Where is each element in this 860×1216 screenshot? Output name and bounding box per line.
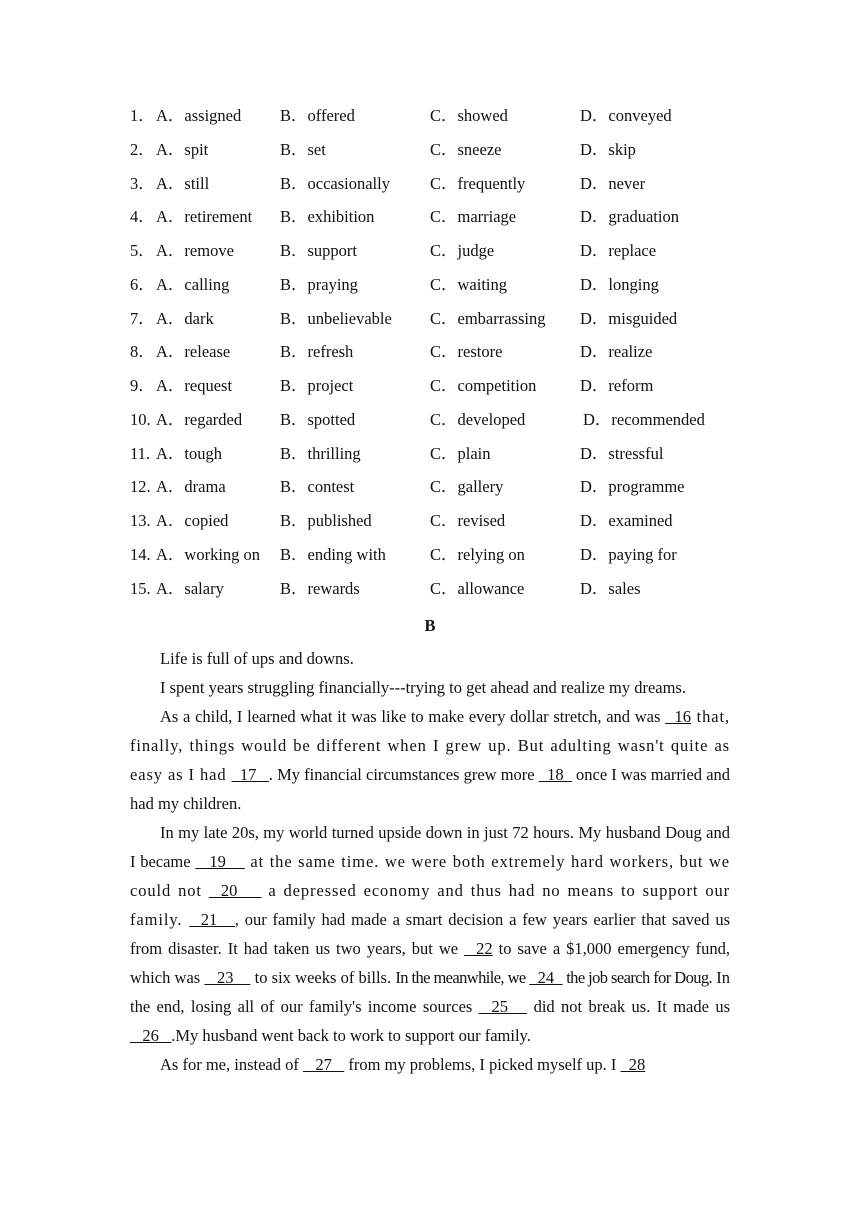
passage-text: , our family had made a smart decision a few years earlier that saved us from disaster. It had taken us two years, but we (130, 910, 731, 958)
passage-text: In the meanwhile, we (395, 968, 530, 987)
question-number: 12. (130, 477, 151, 497)
answer-options (130, 104, 750, 610)
blank-18: 18 (538, 765, 572, 784)
option-a: A．salary (156, 578, 224, 598)
question-number: 6． (130, 274, 155, 294)
question-number: 2． (130, 139, 155, 159)
option-b: B．refresh (280, 342, 354, 362)
blank-26: 26 (130, 1026, 172, 1045)
option-b: B．occasionally (280, 173, 390, 193)
passage-text: As for me, instead of (160, 1055, 303, 1074)
passage-text: at the same time. we were both extremely hard workers, but we could not (130, 852, 731, 900)
option-c: C．revised (430, 511, 506, 530)
blank-20: 20 (208, 881, 262, 900)
option-c: C．restore (430, 342, 503, 362)
question-number: 9． (130, 376, 155, 395)
option-a: A．copied (156, 511, 229, 530)
option-a: A．retirement (156, 207, 253, 227)
option-a: A．working on (156, 544, 261, 564)
option-c: C．relying on (430, 544, 525, 564)
question-number: 3． (130, 173, 155, 193)
blank-28: 28 (620, 1055, 646, 1074)
passage-text: once I was married and had my children. (130, 765, 731, 813)
option-d: D．sales (580, 578, 641, 598)
question-number: 14. (130, 544, 151, 564)
option-c: C．embarrassing (430, 308, 546, 328)
option-d: D．paying for (580, 544, 677, 564)
passage-text: to six weeks of bills. (250, 968, 396, 987)
option-c: C．gallery (430, 477, 504, 497)
paragraph-5 (130, 1050, 730, 1079)
option-d: D．stressful (580, 443, 664, 463)
paragraph-3 (130, 702, 730, 818)
option-a: A．request (156, 376, 233, 395)
passage-text: that, finally, things would be different when I grew up. But adulting wasn't quite as easy as I had (130, 707, 730, 784)
option-a: A．tough (156, 443, 222, 463)
question-11-options (130, 442, 750, 476)
option-c: C．frequently (430, 173, 526, 193)
option-b: B．published (280, 511, 372, 530)
question-8-options (130, 340, 750, 374)
passage-text: did not break us. It made us (527, 997, 730, 1016)
question-number: 13. (130, 511, 151, 530)
option-d: D．misguided (580, 308, 678, 328)
question-10-options (130, 408, 750, 442)
option-d: D．graduation (580, 207, 679, 227)
blank-25: 25 (478, 997, 528, 1016)
option-b: B．project (280, 376, 354, 395)
blank-23: 23 (204, 968, 251, 987)
question-7-options (130, 307, 750, 341)
option-d: D．replace (580, 241, 657, 260)
reading-passage (130, 644, 730, 1079)
passage-text: . My financial circumstances grew more (268, 765, 539, 784)
option-a: A．calling (156, 274, 230, 294)
paragraph-4 (130, 818, 730, 1050)
option-a: A．release (156, 342, 231, 362)
option-b: B．rewards (280, 578, 360, 598)
option-d: D．programme (580, 477, 685, 497)
question-1-options (130, 104, 750, 138)
passage-text: from my problems, I picked myself up. I (344, 1055, 621, 1074)
option-a: A．remove (156, 241, 234, 260)
passage-text: As a child, I learned what it was like to make every dollar stretch, and was (160, 707, 666, 726)
option-b: B．spotted (280, 409, 356, 429)
option-c: C．plain (430, 443, 491, 463)
passage-text: In the end, losing all of our family's income sources (130, 968, 731, 1016)
blank-19: 19 (195, 852, 245, 871)
option-d: D．never (580, 173, 646, 193)
option-d: D．conveyed (580, 106, 672, 125)
option-a: A．drama (156, 477, 226, 497)
passage-text: to save a $1,000 emergency fund, which was (130, 939, 731, 987)
option-a: A．still (156, 173, 210, 193)
question-3-options (130, 172, 750, 206)
option-d: D．recommended (583, 409, 705, 429)
passage-text: In my late 20s, my world turned upside down in just 72 hours. My husband Doug and I became (130, 823, 730, 871)
question-5-options (130, 239, 750, 273)
question-number: 1． (130, 106, 155, 125)
question-14-options (130, 543, 750, 577)
option-d: D．skip (580, 139, 636, 159)
passage-text: the job search for Doug. (562, 968, 713, 987)
blank-22: 22 (464, 939, 493, 958)
option-a: A．assigned (156, 106, 242, 125)
paragraph-2: I spent years struggling financially---trying to get ahead and realize my dreams. (160, 678, 686, 697)
passage-text: a depressed economy and thus had no means to support our family. (130, 881, 731, 929)
option-d: D．longing (580, 274, 659, 294)
question-number: 7． (130, 308, 155, 328)
question-9-options (130, 374, 750, 408)
question-number: 10. (130, 409, 151, 429)
question-number: 8． (130, 342, 155, 362)
blank-16: 16 (665, 707, 692, 726)
blank-27: 27 (302, 1055, 345, 1074)
blank-17: 17 (231, 765, 269, 784)
section-heading: B (424, 616, 436, 635)
option-b: B．thrilling (280, 443, 361, 463)
question-number: 4． (130, 207, 155, 227)
question-13-options (130, 509, 750, 543)
option-b: B．praying (280, 274, 358, 294)
question-6-options (130, 273, 750, 307)
option-d: D．reform (580, 376, 654, 395)
option-b: B．ending with (280, 544, 386, 564)
option-d: D．examined (580, 511, 673, 530)
option-a: A．spit (156, 139, 209, 159)
option-c: C．showed (430, 106, 508, 125)
question-15-options (130, 577, 750, 611)
option-a: A．dark (156, 308, 214, 328)
option-c: C．marriage (430, 207, 517, 227)
question-4-options (130, 205, 750, 239)
question-number: 5． (130, 241, 155, 260)
question-number: 15. (130, 578, 151, 598)
passage-text: .My husband went back to work to support our family. (171, 1026, 531, 1045)
option-b: B．exhibition (280, 207, 375, 227)
option-c: C．waiting (430, 274, 507, 294)
option-a: A．regarded (156, 409, 243, 429)
blank-24: 24 (529, 968, 563, 987)
option-b: B．unbelievable (280, 308, 392, 328)
question-12-options (130, 475, 750, 509)
option-c: C．competition (430, 376, 537, 395)
option-b: B．offered (280, 106, 355, 125)
blank-21: 21 (189, 910, 235, 929)
option-c: C．developed (430, 409, 526, 429)
option-c: C．judge (430, 241, 495, 260)
option-c: C．sneeze (430, 139, 502, 159)
question-2-options (130, 138, 750, 172)
option-b: B．contest (280, 477, 355, 497)
option-b: B．set (280, 139, 326, 159)
option-d: D．realize (580, 342, 653, 362)
paragraph-1: Life is full of ups and downs. (160, 649, 354, 668)
option-c: C．allowance (430, 578, 525, 598)
option-b: B．support (280, 241, 358, 260)
question-number: 11. (130, 443, 151, 463)
